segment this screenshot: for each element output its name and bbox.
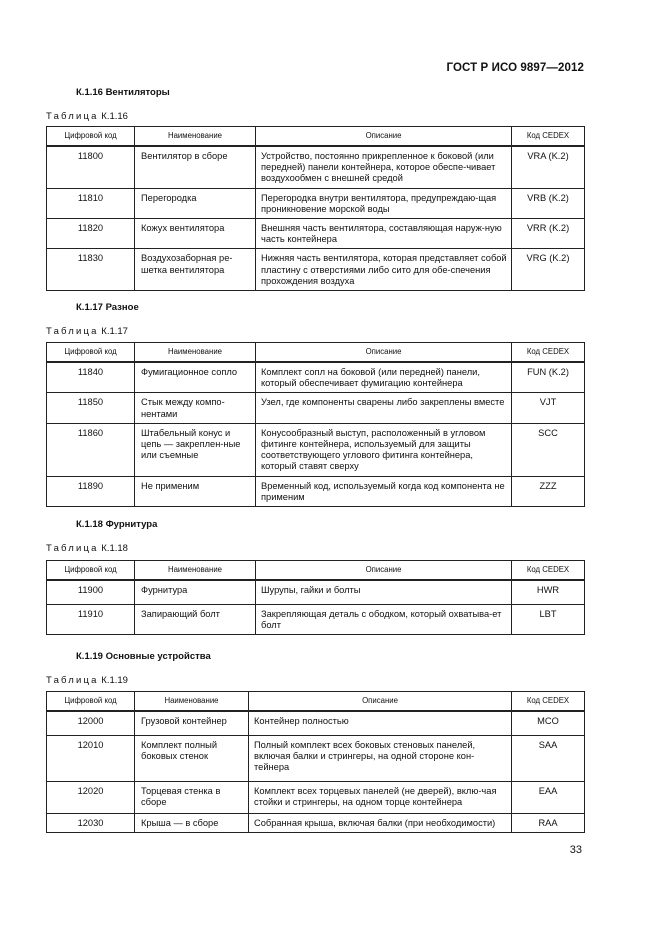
table-header-row (47, 692, 585, 712)
cell-description: Полный комплект всех боковых стеновых панелей, включая балки и стрингеры, на одной стороне кон-тейнера (249, 735, 512, 781)
col-header-code: Цифровой код (47, 692, 135, 712)
table-row (47, 781, 585, 813)
table-caption-number: К.1.19 (101, 675, 128, 686)
cell-code: 12010 (47, 735, 135, 781)
col-header-cedex: Код CEDEX (512, 343, 585, 363)
cell-name: Не применим (135, 476, 256, 506)
section-heading-hardware: К.1.18 Фурнитура (76, 519, 158, 530)
table-row (47, 604, 585, 634)
table-k116 (46, 126, 585, 291)
table-row (47, 362, 585, 393)
cell-description: Комплект всех торцевых панелей (не дверей), вклю-чая стойки и стрингеры, на одном торце контейнера (249, 781, 512, 813)
cell-code: 11910 (47, 604, 135, 634)
table-caption-k118 (46, 543, 128, 554)
table-k117 (46, 342, 585, 507)
table-caption-word: Таблица (46, 111, 99, 122)
table-k118 (46, 560, 585, 635)
table-header-row (47, 343, 585, 363)
cell-code: 11820 (47, 219, 135, 249)
table-caption-word: Таблица (46, 675, 99, 686)
section-heading-ventilators: К.1.16 Вентиляторы (76, 87, 170, 98)
cell-description: Нижняя часть вентилятора, которая представляет собой пластину с отверстиями либо сито для обе-спечения прохождения воздуха (256, 249, 512, 291)
table-caption-k119 (46, 675, 128, 686)
cell-code: 12030 (47, 813, 135, 832)
table-row (47, 476, 585, 506)
cell-description: Контейнер полностью (249, 711, 512, 735)
cell-code: 11860 (47, 423, 135, 476)
cell-cedex: EAA (512, 781, 585, 813)
cell-cedex: VRR (K.2) (512, 219, 585, 249)
cell-code: 11800 (47, 146, 135, 188)
table-caption-number: К.1.18 (101, 543, 128, 554)
document-header: ГОСТ Р ИСО 9897—2012 (446, 62, 584, 74)
table-k119 (46, 691, 585, 833)
cell-cedex: LBT (512, 604, 585, 634)
table-row (47, 711, 585, 735)
table-row (47, 813, 585, 832)
table-caption-number: К.1.16 (101, 111, 128, 122)
cell-cedex: RAA (512, 813, 585, 832)
cell-description: Комплект сопл на боковой (или передней) панели, который обеспечивает фумигацию контейнера (256, 362, 512, 393)
table-caption-word: Таблица (46, 543, 99, 554)
cell-description: Временный код, используемый когда код компонента не применим (256, 476, 512, 506)
cell-name: Запирающий болт (135, 604, 256, 634)
table-row (47, 188, 585, 218)
cell-cedex: VJT (512, 393, 585, 423)
table-header-row (47, 127, 585, 147)
cell-code: 11830 (47, 249, 135, 291)
cell-description: Перегородка внутри вентилятора, предупреждаю-щая проникновение морской воды (256, 188, 512, 218)
col-header-description: Описание (256, 343, 512, 363)
table-row (47, 393, 585, 423)
cell-name: Перегородка (135, 188, 256, 218)
cell-description: Закрепляющая деталь с ободком, который охватыва-ет болт (256, 604, 512, 634)
cell-cedex: SCC (512, 423, 585, 476)
table-caption-k117 (46, 326, 128, 337)
col-header-name: Наименование (135, 561, 256, 581)
cell-code: 11890 (47, 476, 135, 506)
cell-description: Внешняя часть вентилятора, составляющая наруж-ную часть контейнера (256, 219, 512, 249)
table-row (47, 219, 585, 249)
table-row (47, 249, 585, 291)
cell-code: 12000 (47, 711, 135, 735)
cell-description: Конусообразный выступ, расположенный в угловом фитинге контейнера, используемый для защиты соответствующего углового фитинга контейнера, который ставят сверху (256, 423, 512, 476)
cell-code: 12020 (47, 781, 135, 813)
section-heading-main-devices: К.1.19 Основные устройства (76, 651, 211, 662)
cell-description: Собранная крыша, включая балки (при необходимости) (249, 813, 512, 832)
cell-name: Комплект полный боковых стенок (135, 735, 249, 781)
table-caption-k116 (46, 111, 128, 122)
col-header-cedex: Код CEDEX (512, 127, 585, 147)
cell-code: 11850 (47, 393, 135, 423)
table-row (47, 735, 585, 781)
col-header-description: Описание (249, 692, 512, 712)
cell-name: Фурнитура (135, 580, 256, 604)
cell-cedex: VRB (K.2) (512, 188, 585, 218)
cell-code: 11840 (47, 362, 135, 393)
col-header-name: Наименование (135, 127, 256, 147)
cell-name: Торцевая стенка в сборе (135, 781, 249, 813)
table-caption-word: Таблица (46, 326, 99, 337)
cell-cedex: MCO (512, 711, 585, 735)
col-header-code: Цифровой код (47, 343, 135, 363)
cell-name: Воздухозаборная ре-шетка вентилятора (135, 249, 256, 291)
col-header-description: Описание (256, 127, 512, 147)
cell-description: Устройство, постоянно прикрепленное к боковой (или передней) панели контейнера, которое обеспе-чивает воздухообмен с внешней средой (256, 146, 512, 188)
cell-code: 11900 (47, 580, 135, 604)
col-header-code: Цифровой код (47, 127, 135, 147)
table-caption-number: К.1.17 (101, 326, 128, 337)
cell-cedex: ZZZ (512, 476, 585, 506)
col-header-cedex: Код CEDEX (512, 692, 585, 712)
cell-name: Стык между компо-нентами (135, 393, 256, 423)
cell-description: Узел, где компоненты сварены либо закреплены вместе (256, 393, 512, 423)
cell-name: Грузовой контейнер (135, 711, 249, 735)
cell-name: Штабельный конус и цепь — закреплен-ные или съемные (135, 423, 256, 476)
section-heading-misc: К.1.17 Разное (76, 302, 139, 313)
table-row (47, 423, 585, 476)
cell-description: Шурупы, гайки и болты (256, 580, 512, 604)
page-number: 33 (569, 844, 582, 856)
cell-name: Крыша — в сборе (135, 813, 249, 832)
cell-name: Вентилятор в сборе (135, 146, 256, 188)
col-header-name: Наименование (135, 692, 249, 712)
cell-cedex: HWR (512, 580, 585, 604)
cell-name: Кожух вентилятора (135, 219, 256, 249)
cell-cedex: VRG (K.2) (512, 249, 585, 291)
col-header-code: Цифровой код (47, 561, 135, 581)
col-header-name: Наименование (135, 343, 256, 363)
col-header-cedex: Код CEDEX (512, 561, 585, 581)
table-row (47, 146, 585, 188)
cell-cedex: FUN (K.2) (512, 362, 585, 393)
cell-name: Фумигационное сопло (135, 362, 256, 393)
table-row (47, 580, 585, 604)
cell-cedex: SAA (512, 735, 585, 781)
col-header-description: Описание (256, 561, 512, 581)
cell-code: 11810 (47, 188, 135, 218)
table-header-row (47, 561, 585, 581)
cell-cedex: VRA (K.2) (512, 146, 585, 188)
